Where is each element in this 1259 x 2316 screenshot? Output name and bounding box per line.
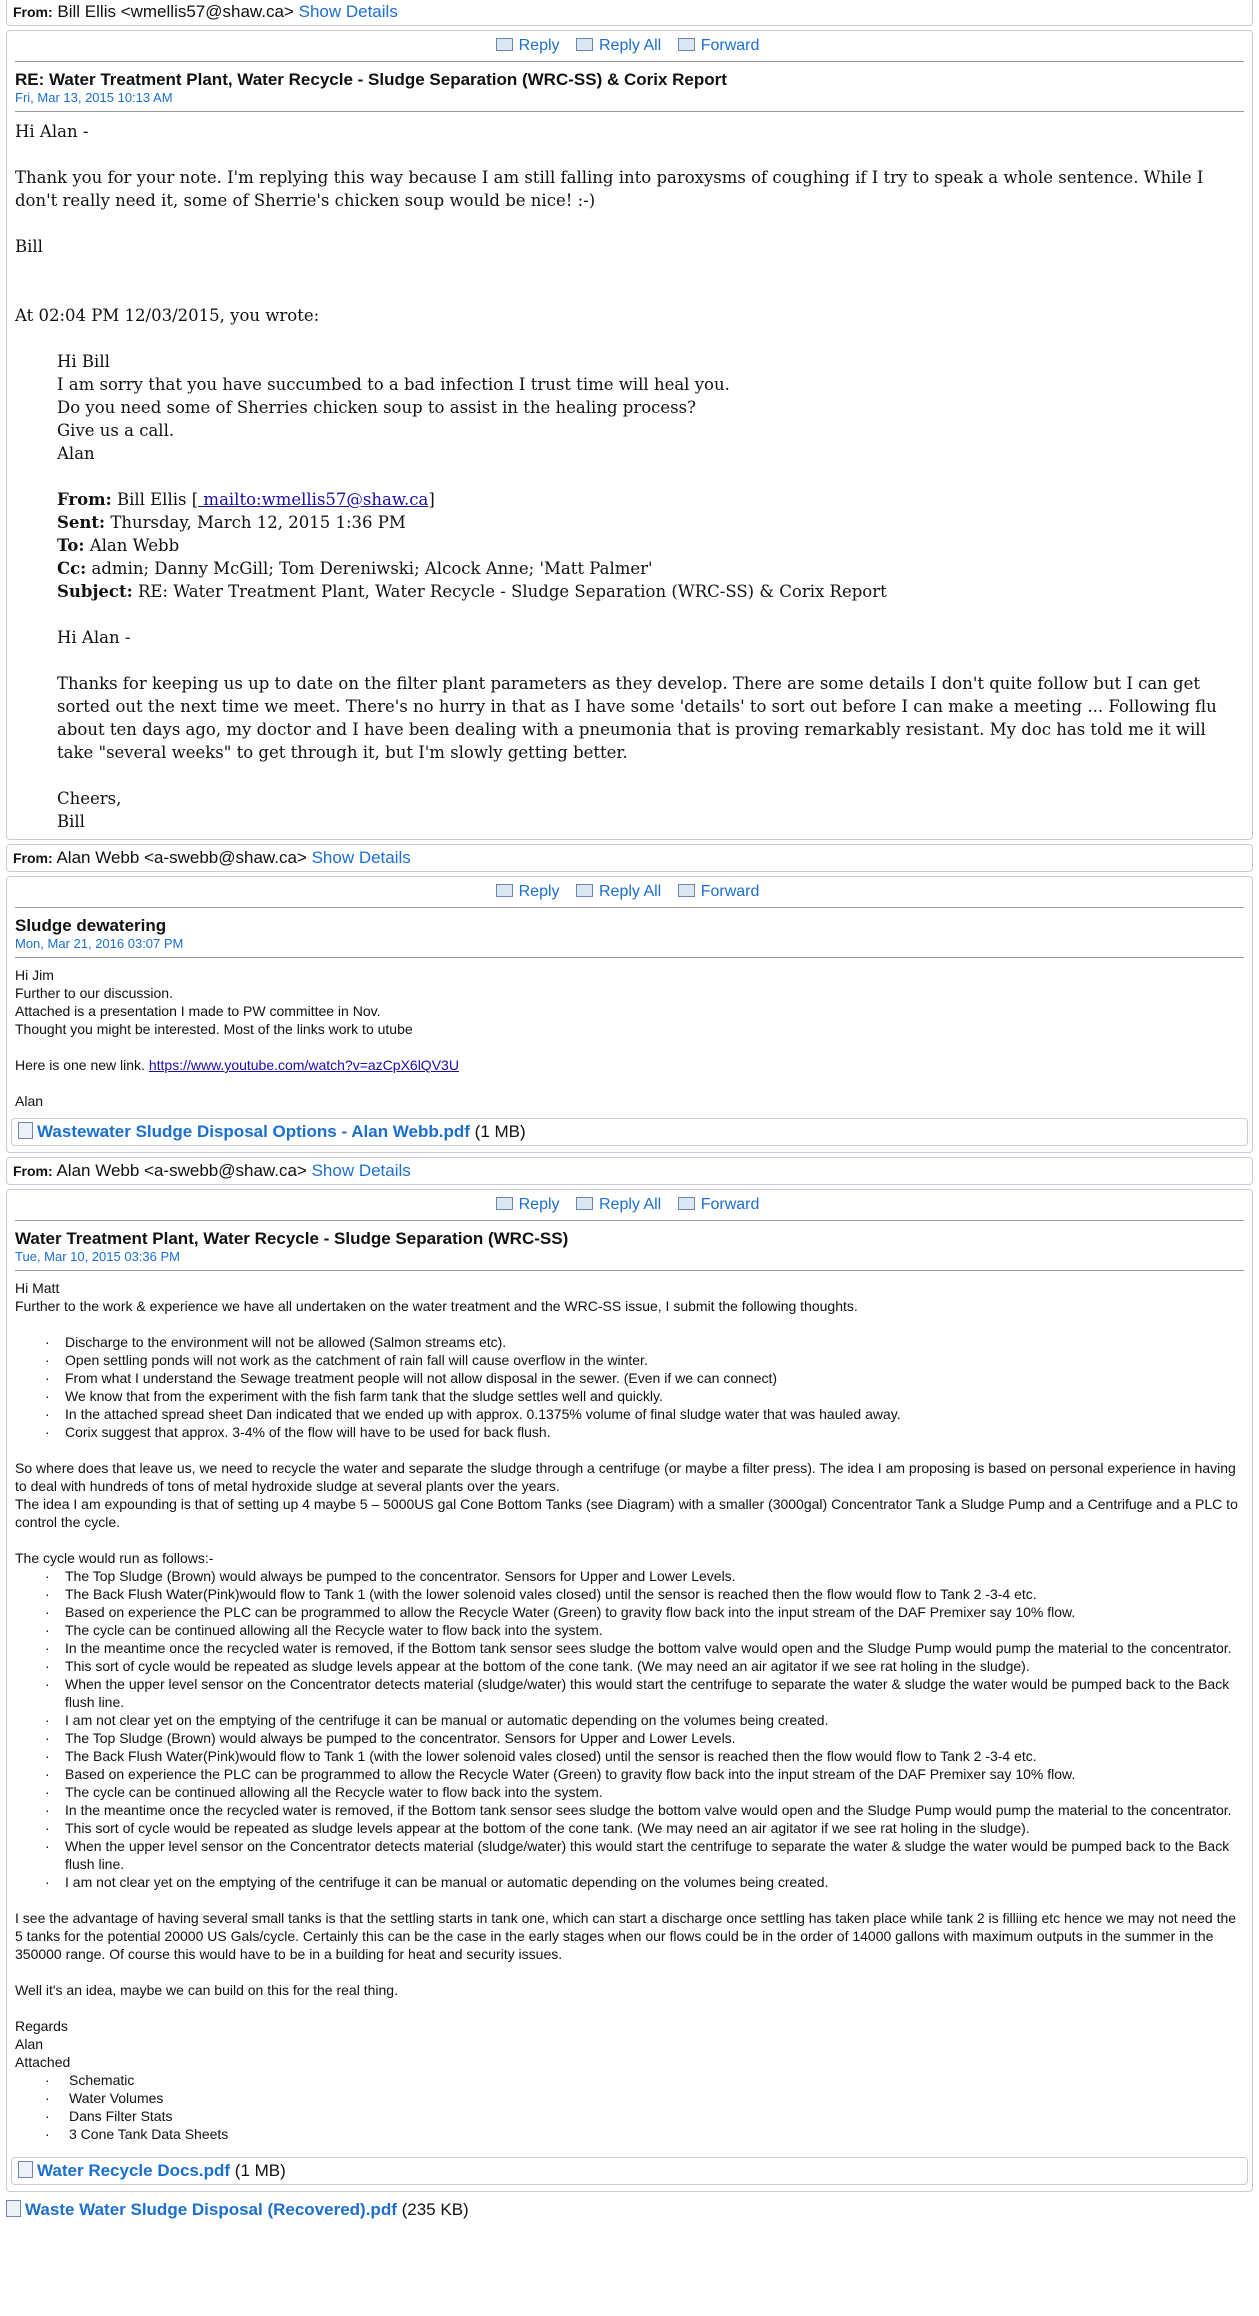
sender: Alan Webb <a-swebb@shaw.ca>: [56, 1161, 307, 1180]
quoted-text: Hi Bill I am sorry that you have succumbed to a bad infection I trust time will heal you. Do you need some of Sherries chicken soup to assist in the healing process? Give us a call. Alan From: Bill Ellis [ mailto:wmellis57@shaw.ca] Sent: Thursday, March 12, 2015 1:36 PM To: Alan Webb Cc: admin; Danny McGill; Tom Dereniwski; Alcock Anne; 'Matt Palmer' Subject: RE: Water Treatment Plant, Water Recycle - Sludge Separation (WRC-SS) & Corix Report Hi Alan - Thanks for keeping us up to date on the filter plant parameters as they develop. There are some details I don't quite follow but I can get sorted out the next time we meet. There's no hurry in that as I have some 'details' to sort out before I can make a meeting ... Following flu about ten days ago, my doctor and I have been dealing with a pneumonia that is proving remarkably resistant. My doc has told me it will take "several weeks" to get through it, but I'm slowly getting better. Cheers, Bill: [57, 352, 1217, 831]
reply-all-icon: [576, 884, 593, 897]
list-item: · The Back Flush Water(Pink)would flow to Tank 1 (with the lower solenoid vales closed) until the sensor is reached then the flow would flow to Tank 2 -3-4 etc.: [15, 1747, 1244, 1765]
show-details-link[interactable]: Show Details: [298, 2, 398, 21]
reply-all-icon: [576, 1197, 593, 1210]
list-item: · I am not clear yet on the emptying of the centrifuge it can be manual or automatic depending on the volumes being created.: [15, 1711, 1244, 1729]
list-item: · In the meantime once the recycled water is removed, if the Bottom tank sensor sees sludge the bottom valve would open and the Sludge Pump would pump the material to the concentrator.: [15, 1801, 1244, 1819]
list-item: · The Top Sludge (Brown) would always be pumped to the concentrator. Sensors for Upper and Lower Levels.: [15, 1567, 1244, 1585]
message-card: [6, 1189, 1253, 2192]
message-subject: Water Treatment Plant, Water Recycle - Sludge Separation (WRC-SS): [15, 1229, 569, 1248]
show-details-link[interactable]: Show Details: [311, 1161, 411, 1180]
attached-list: [15, 2071, 1244, 2143]
from-bar: From: Alan Webb <a-swebb@shaw.ca> Show Details: [6, 1157, 1253, 1185]
list-item: · Based on experience the PLC can be programmed to allow the Recycle Water (Green) to gravity flow back into the input stream of the DAF Premixer say 10% flow.: [15, 1603, 1244, 1621]
sender: Bill Ellis <wmellis57@shaw.ca>: [57, 2, 294, 21]
list-item: · Corix suggest that approx. 3-4% of the flow will have to be used for back flush.: [15, 1423, 1244, 1441]
list-item: · The Back Flush Water(Pink)would flow to Tank 1 (with the lower solenoid vales closed) until the sensor is reached then the flow would flow to Tank 2 -3-4 etc.: [15, 1585, 1244, 1603]
message-body: Hi Alan - Thank you for your note. I'm replying this way because I am still falling into paroxysms of coughing if I try to speak a whole sentence. While I don't really need it, some of Sherrie's chicken soup would be nice! :-) Bill At 02:04 PM 12/03/2015, you wrote: Hi Bill I am sorry that you have succumbed to a bad infection I trust time will heal you. Do you need some of Sherries chicken soup to assist in the healing process? Give us a call. Alan From: Bill Ellis [ mailto:wmellis57@shaw.ca] Sent: Thursday, March 12, 2015 1:36 PM To: Alan Webb Cc: admin; Danny McGill; Tom Dereniwski; Alcock Anne; 'Matt Palmer' Subject: RE: Water Treatment Plant, Water Recycle - Sludge Separation (WRC-SS) & Corix Report Hi Alan - Thanks for keeping us up to date on the filter plant parameters as they develop. There are some details I don't quite follow but I can get sorted out the next time we meet. There's no hurry in that as I have some 'details' to sort out before I can make a meeting ... Following flu about ten days ago, my doctor and I have been dealing with a pneumonia that is proving remarkably resistant. My doc has told me it will take "several weeks" to get through it, but I'm slowly getting better. Cheers, Bill: [15, 120, 1244, 833]
forward-button[interactable]: Forward: [678, 1196, 764, 1213]
from-bar: [6, 0, 1253, 26]
list-item: · This sort of cycle would be repeated as sludge levels appear at the bottom of the cone tank. (We may need an air agitator if we see rat holing in the sludge).: [15, 1819, 1244, 1837]
list-item: · Schematic: [15, 2071, 1244, 2089]
message-subject: RE: Water Treatment Plant, Water Recycle - Sludge Separation (WRC-SS) & Corix Report: [15, 70, 727, 89]
attachment-name[interactable]: Wastewater Sludge Disposal Options - Alan Webb.pdf: [37, 1122, 470, 1141]
list-item: · The cycle can be continued allowing all the Recycle water to flow back into the system.: [15, 1783, 1244, 1801]
message-actions: [15, 877, 1244, 908]
attachment-size: (1 MB): [474, 1122, 526, 1141]
reply-button[interactable]: Reply: [496, 37, 564, 54]
list-item: · 3 Cone Tank Data Sheets: [15, 2125, 1244, 2143]
reply-icon: [496, 38, 513, 51]
attachment-name[interactable]: Waste Water Sludge Disposal (Recovered).pdf: [25, 2200, 397, 2219]
bullet-list-repeat: [15, 1729, 1244, 1891]
attachment[interactable]: [11, 1118, 1248, 1146]
forward-icon: [678, 884, 695, 897]
list-item: · I am not clear yet on the emptying of the centrifuge it can be manual or automatic depending on the volumes being created.: [15, 1873, 1244, 1891]
mailto-link[interactable]: mailto:wmellis57@shaw.ca: [198, 490, 429, 509]
attachment[interactable]: [11, 2157, 1248, 2185]
show-details-link[interactable]: Show Details: [311, 848, 411, 867]
list-item: · Based on experience the PLC can be programmed to allow the Recycle Water (Green) to gravity flow back into the input stream of the DAF Premixer say 10% flow.: [15, 1765, 1244, 1783]
forward-icon: [678, 1197, 695, 1210]
reply-button[interactable]: Reply: [496, 1196, 564, 1213]
forward-button[interactable]: Forward: [678, 883, 764, 900]
message-card: [6, 30, 1253, 840]
reply-all-button[interactable]: Reply All: [576, 1196, 665, 1213]
forward-button[interactable]: Forward: [678, 37, 764, 54]
list-item: · The Top Sludge (Brown) would always be pumped to the concentrator. Sensors for Upper and Lower Levels.: [15, 1729, 1244, 1747]
reply-icon: [496, 884, 513, 897]
message-body: Hi Matt Further to the work & experience we have all undertaken on the water treatment and the WRC-SS issue, I submit the following thoughts. · Discharge to the environment will not be allowed (Salmon streams etc). · Open settling ponds will not work as the catchment of rain fall will cause overflow in the winter. · From what I understand the Sewage treatment people will not allow disposal in the sewer. (Even if we can connect) · We know that from the experiment with the fish farm tank that the sludge settles well and quickly. · In the attached spread sheet Dan indicated that we ended up with approx. 0.1375% volume of final sludge water that was hauled away. · Corix suggest that approx. 3-4% of the flow will have to be used for back flush. So where does that leave us, we need to recycle the water and separate the sludge through a centrifuge (or maybe a filter press). The idea I am proposing is based on personal experience in having to deal with hundreds of tons of metal hydroxide sludge at several plants over the years. The idea I am expounding is that of setting up 4 maybe 5 – 5000US gal Cone Bottom Tanks (see Diagram) with a smaller (3000gal) Concentrator Tank a Sludge Pump and a Centrifuge and a PLC to control the cycle. The cycle would run as follows:- · The Top Sludge (Brown) would always be pumped to the concentrator. Sensors for Upper and Lower Levels. · The Back Flush Water(Pink)would flow to Tank 1 (with the lower solenoid vales closed) until the sensor is reached then the flow would flow to Tank 2 -3-4 etc. · Based on experience the PLC can be programmed to allow the Recycle Water (Green) to gravity flow back into the input stream of the DAF Premixer say 10% flow. · The cycle can be continued allowing all the Recycle water to flow back into the system. · In the meantime once the recycled water is removed, if the Bottom tank sensor sees sludge the bottom valve would open and the Sludge Pump would pump the material to the concentrator. · This sort of cycle would be repeated as sludge levels appear at the bottom of the cone tank. (We may need an air agitator if we see rat holing in the sludge). · When the upper level sensor on the Concentrator detects material (sludge/water) this would start the centrifuge to separate the water & sludge the water would be pumped back to the Back flush line. · I am not clear yet on the emptying of the centrifuge it can be manual or automatic depending on the volumes being created. · The Top Sludge (Brown) would always be pumped to the concentrator. Sensors for Upper and Lower Levels. · The Back Flush Water(Pink)would flow to Tank 1 (with the lower solenoid vales closed) until the sensor is reached then the flow would flow to Tank 2 -3-4 etc. · Based on experience the PLC can be programmed to allow the Recycle Water (Green) to gravity flow back into the input stream of the DAF Premixer say 10% flow. · The cycle can be continued allowing all the Recycle water to flow back into the system. · In the meantime once the recycled water is removed, if the Bottom tank sensor sees sludge the bottom valve would open and the Sludge Pump would pump the material to the concentrator. · This sort of cycle would be repeated as sludge levels appear at the bottom of the cone tank. (We may need an air agitator if we see rat holing in the sludge). · When the upper level sensor on the Concentrator detects material (sludge/water) this would start the centrifuge to separate the water & sludge the water would be pumped back to the Back flush line. · I am not clear yet on the emptying of the centrifuge it can be manual or automatic depending on the volumes being created. I see the advantage of having several small tanks is that the settling starts in tank one, which can start a discharge once settling has taken place while tank 2 is filliing etc hence we may not need the 5 tanks for the potential 20000 US Gals/cycle. Certainly this can be the case in the early stages when our flows could be in the order of 14000 gallons with maximum outputs in the summer in the 350000 range. Of course this would have to be in a building for heat and security issues. Well it's an idea, maybe we can build on this for the real thing. Regards Alan Attached · Schematic · Water Volumes · Dans Filter Stats · 3 Cone Tank Data Sheets: [15, 1279, 1244, 2143]
pdf-icon: [6, 2200, 21, 2217]
list-item: · In the attached spread sheet Dan indicated that we ended up with approx. 0.1375% volume of final sludge water that was hauled away.: [15, 1405, 1244, 1423]
youtube-link[interactable]: https://www.youtube.com/watch?v=azCpX6lQV3U: [148, 1057, 459, 1073]
sender: Alan Webb <a-swebb@shaw.ca>: [56, 848, 307, 867]
list-item: · When the upper level sensor on the Concentrator detects material (sludge/water) this would start the centrifuge to separate the water & sludge the water would be pumped back to the Back flush line.: [15, 1675, 1244, 1711]
list-item: · Dans Filter Stats: [15, 2107, 1244, 2125]
bullet-list: [15, 1567, 1244, 1729]
list-item: · In the meantime once the recycled water is removed, if the Bottom tank sensor sees sludge the bottom valve would open and the Sludge Pump would pump the material to the concentrator.: [15, 1639, 1244, 1657]
attachment-size: (1 MB): [234, 2161, 286, 2180]
list-item: · Discharge to the environment will not be allowed (Salmon streams etc).: [15, 1333, 1244, 1351]
reply-all-button[interactable]: Reply All: [576, 883, 665, 900]
reply-all-button[interactable]: Reply All: [576, 37, 665, 54]
forward-icon: [678, 38, 695, 51]
message-body: Hi Jim Further to our discussion. Attached is a presentation I made to PW committee in Nov. Thought you might be interested. Most of the links work to utube Here is one new link. https://www.youtube.com/watch?v=azCpX6lQV3U Alan: [15, 967, 459, 1109]
list-item: · Open settling ponds will not work as the catchment of rain fall will cause overflow in the winter.: [15, 1351, 1244, 1369]
from-label: From:: [13, 4, 53, 20]
message-date: Fri, Mar 13, 2015 10:13 AM: [15, 90, 1244, 112]
list-item: · This sort of cycle would be repeated as sludge levels appear at the bottom of the cone tank. (We may need an air agitator if we see rat holing in the sludge).: [15, 1657, 1244, 1675]
message-date: Tue, Mar 10, 2015 03:36 PM: [15, 1249, 1244, 1271]
list-item: · The cycle can be continued allowing all the Recycle water to flow back into the system.: [15, 1621, 1244, 1639]
attachment-name[interactable]: Water Recycle Docs.pdf: [37, 2161, 231, 2180]
message-subject: Sludge dewatering: [15, 916, 167, 935]
list-item: · From what I understand the Sewage treatment people will not allow disposal in the sewer. (Even if we can connect): [15, 1369, 1244, 1387]
bullet-list: [15, 1333, 1244, 1441]
from-bar: From: Alan Webb <a-swebb@shaw.ca> Show Details: [6, 844, 1253, 872]
list-item: · Water Volumes: [15, 2089, 1244, 2107]
reply-all-icon: [576, 38, 593, 51]
message-actions: [15, 1190, 1244, 1221]
message-card: [6, 876, 1253, 1153]
attachment[interactable]: [6, 2198, 1253, 2222]
pdf-icon: [18, 2161, 33, 2178]
attachment-size: (235 KB): [401, 2200, 469, 2219]
reply-icon: [496, 1197, 513, 1210]
message-actions: [15, 31, 1244, 62]
pdf-icon: [18, 1122, 33, 1139]
message-date: Mon, Mar 21, 2016 03:07 PM: [15, 936, 1244, 958]
list-item: · We know that from the experiment with the fish farm tank that the sludge settles well and quickly.: [15, 1387, 1244, 1405]
reply-button[interactable]: Reply: [496, 883, 564, 900]
list-item: · When the upper level sensor on the Concentrator detects material (sludge/water) this would start the centrifuge to separate the water & sludge the water would be pumped back to the Back flush line.: [15, 1837, 1244, 1873]
